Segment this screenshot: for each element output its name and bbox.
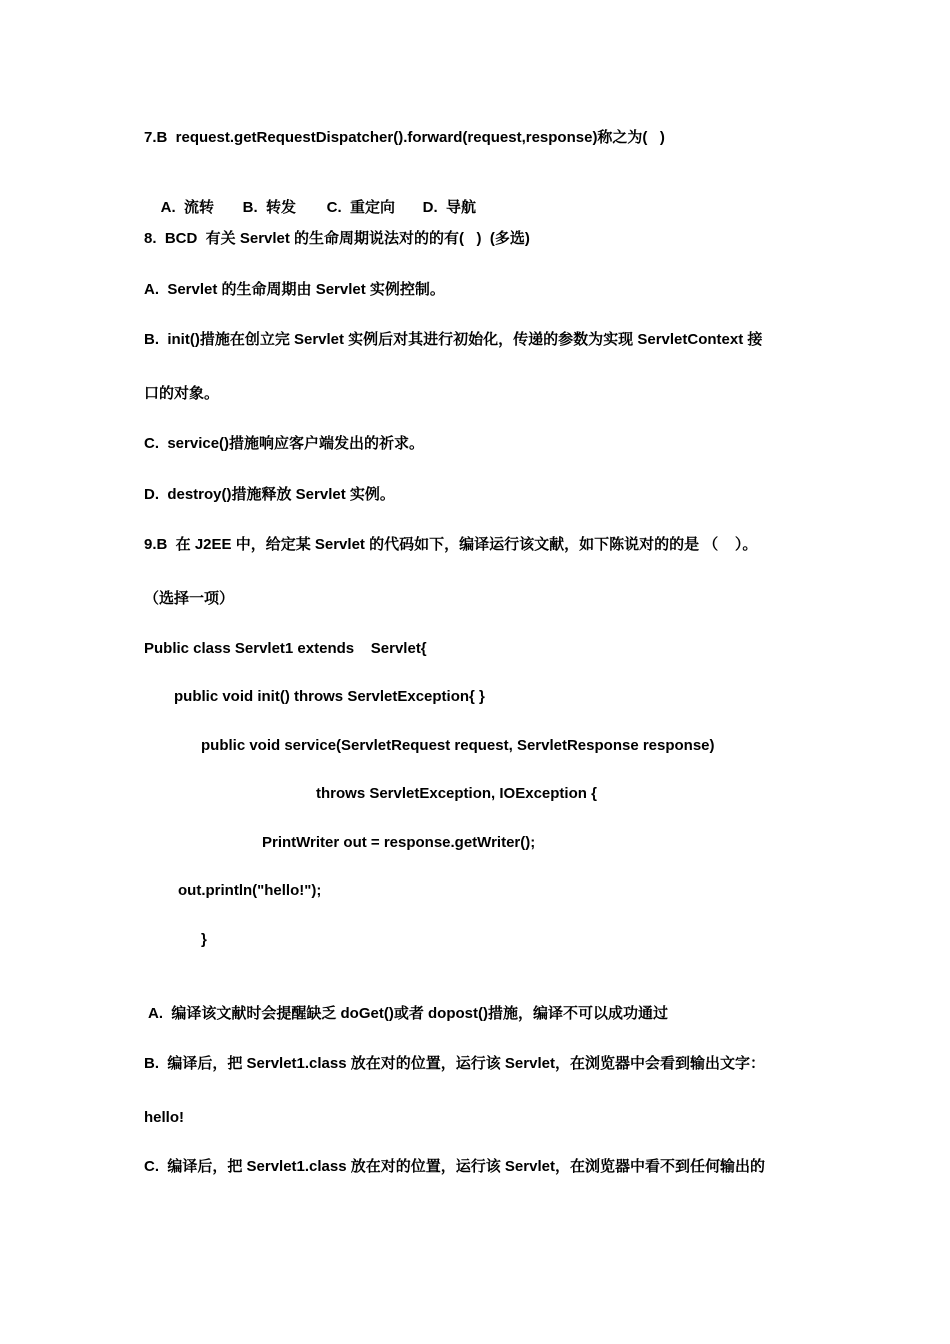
q8-stem: 8. BCD 有关 Servlet 的生命周期说法对的的有( ) (多选) xyxy=(144,230,530,247)
q8-option-b-line2: 口的对象。 xyxy=(144,385,220,402)
code-line: public void service(ServletRequest request, ServletResponse response) xyxy=(201,737,715,754)
q7-option-b: B. 转发 xyxy=(242,199,297,216)
q7-stem: 7.B request.getRequestDispatcher().forward(request,response)称之为( ) xyxy=(144,129,665,146)
q7-option-a: A. 流转 xyxy=(160,199,215,216)
code-line: PrintWriter out = response.getWriter(); xyxy=(262,834,536,851)
q8-option-c: C. service()措施响应客户端发出的祈求。 xyxy=(144,435,425,452)
q9-option-b-line1: B. 编译后，把 Servlet1.class 放在对的位置，运行该 Servlet，在浏览器中会看到输出文字： xyxy=(144,1055,765,1072)
q7-option-c: C. 重定向 xyxy=(326,199,396,216)
code-line: out.println("hello!"); xyxy=(178,882,322,899)
q8-option-d: D. destroy()措施释放 Servlet 实例。 xyxy=(144,486,395,503)
code-line: throws ServletException, IOException { xyxy=(316,785,597,802)
q8-option-a: A. Servlet 的生命周期由 Servlet 实例控制。 xyxy=(144,281,445,298)
q9-stem-line1: 9.B 在 J2EE 中，给定某 Servlet 的代码如下，编译运行该文献，如下陈说对的的是 （ ）。 xyxy=(144,536,758,553)
q9-stem-line2: （选择一项） xyxy=(144,590,235,607)
q7-option-d: D. 导航 xyxy=(422,199,477,216)
q9-option-a: A. 编译该文献时会提醒缺乏 doGet()或者 dopost()措施，编译不可以成功通过 xyxy=(148,1005,668,1022)
q8-option-b-line1: B. init()措施在创立完 Servlet 实例后对其进行初始化，传递的参数为实现 ServletContext 接 xyxy=(144,331,763,348)
code-line: Public class Servlet1 extends Servlet{ xyxy=(144,640,427,657)
q9-option-c: C. 编译后，把 Servlet1.class 放在对的位置，运行该 Servlet，在浏览器中看不到任何输出的 xyxy=(144,1158,765,1175)
code-line: public void init() throws ServletException{ } xyxy=(174,688,485,705)
code-line: } xyxy=(201,931,207,948)
q9-option-b-line2: hello! xyxy=(144,1109,184,1126)
